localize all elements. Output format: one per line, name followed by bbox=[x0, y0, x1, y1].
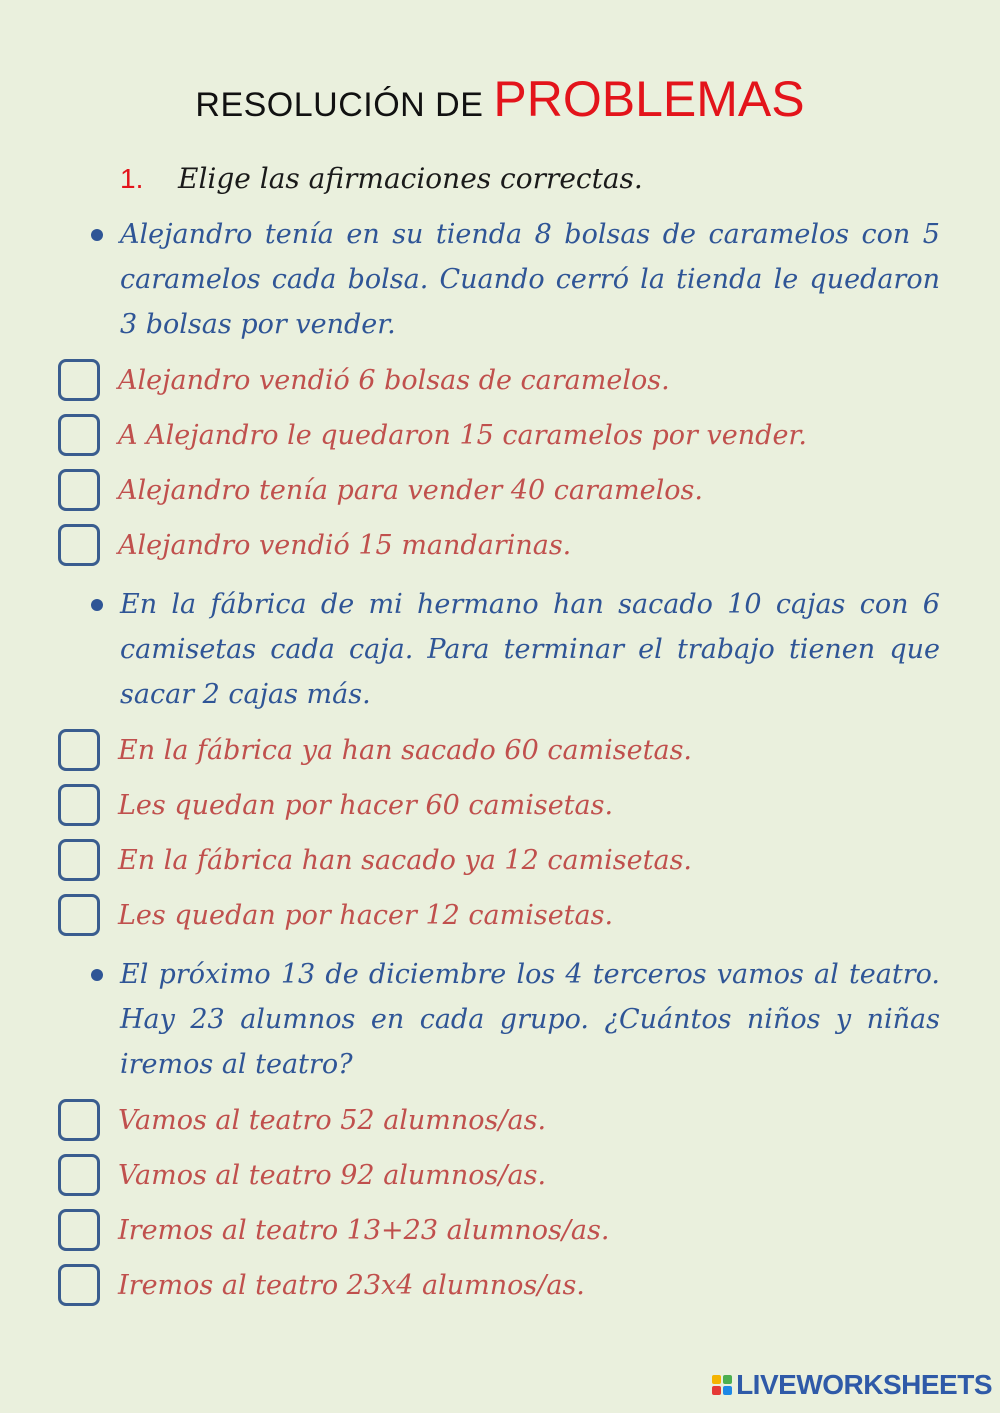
option-row bbox=[58, 726, 692, 774]
bullet-icon bbox=[91, 229, 103, 241]
option-text: Alejandro tenía para vender 40 caramelos. bbox=[118, 474, 703, 506]
title-accent: PROBLEMAS bbox=[493, 71, 805, 127]
option-row bbox=[58, 1096, 546, 1144]
logo-square-icon bbox=[723, 1386, 732, 1395]
answer-checkbox[interactable] bbox=[58, 359, 100, 401]
answer-checkbox[interactable] bbox=[58, 1154, 100, 1196]
option-text: Les quedan por hacer 12 camisetas. bbox=[118, 899, 614, 931]
option-text: Alejandro vendió 15 mandarinas. bbox=[118, 529, 572, 561]
problem-statement: El próximo 13 de diciembre los 4 terceros vamos al teatro. Hay 23 alumnos en cada grupo. ¿Cuántos niños y niñas iremos al teatro? bbox=[120, 959, 940, 1080]
option-text: A Alejandro le quedaron 15 caramelos por vender. bbox=[118, 419, 807, 451]
option-row bbox=[58, 356, 670, 404]
option-text: Les quedan por hacer 60 camisetas. bbox=[118, 789, 614, 821]
answer-checkbox[interactable] bbox=[58, 469, 100, 511]
answer-checkbox[interactable] bbox=[58, 839, 100, 881]
answer-checkbox[interactable] bbox=[58, 729, 100, 771]
option-row bbox=[58, 891, 613, 939]
page-title bbox=[0, 70, 1000, 128]
option-row bbox=[58, 411, 807, 459]
instruction bbox=[120, 162, 643, 195]
option-text: Vamos al teatro 92 alumnos/as. bbox=[118, 1159, 547, 1191]
problem-statement: En la fábrica de mi hermano han sacado 10 cajas con 6 camisetas cada caja. Para terminar el trabajo tienen que sacar 2 cajas más. bbox=[120, 589, 940, 710]
logo-square-icon bbox=[712, 1386, 721, 1395]
logo-square-icon bbox=[723, 1375, 732, 1384]
bullet-icon bbox=[91, 599, 103, 611]
option-text: En la fábrica han sacado ya 12 camisetas. bbox=[118, 844, 693, 876]
option-row bbox=[58, 836, 692, 884]
option-text: Vamos al teatro 52 alumnos/as. bbox=[118, 1104, 547, 1136]
option-row bbox=[58, 1261, 585, 1309]
option-text: Alejandro vendió 6 bolsas de caramelos. bbox=[118, 364, 670, 396]
option-row bbox=[58, 1151, 546, 1199]
option-text: En la fábrica ya han sacado 60 camisetas. bbox=[118, 734, 693, 766]
bullet-icon bbox=[91, 969, 103, 981]
answer-checkbox[interactable] bbox=[58, 1099, 100, 1141]
title-prefix: RESOLUCIÓN DE bbox=[195, 86, 484, 124]
option-row bbox=[58, 781, 613, 829]
answer-checkbox[interactable] bbox=[58, 784, 100, 826]
option-row bbox=[58, 466, 703, 514]
answer-checkbox[interactable] bbox=[58, 894, 100, 936]
problem-statement: Alejandro tenía en su tienda 8 bolsas de caramelos con 5 caramelos cada bolsa. Cuando cerró la tienda le quedaron 3 bolsas por vender. bbox=[120, 219, 940, 340]
brand-name: LIVEWORKSHEETS bbox=[736, 1369, 992, 1400]
footer-logo bbox=[712, 1369, 992, 1401]
answer-checkbox[interactable] bbox=[58, 1264, 100, 1306]
option-row bbox=[58, 521, 571, 569]
option-row bbox=[58, 1206, 609, 1254]
answer-checkbox[interactable] bbox=[58, 524, 100, 566]
option-text: Iremos al teatro 13+23 alumnos/as. bbox=[118, 1214, 610, 1246]
option-text: Iremos al teatro 23x4 alumnos/as. bbox=[118, 1269, 585, 1301]
instruction-number: 1. bbox=[120, 163, 144, 194]
logo-square-icon bbox=[712, 1375, 721, 1384]
liveworksheets-logo-icon bbox=[712, 1375, 732, 1395]
answer-checkbox[interactable] bbox=[58, 1209, 100, 1251]
answer-checkbox[interactable] bbox=[58, 414, 100, 456]
instruction-text: Elige las afirmaciones correctas. bbox=[178, 162, 643, 195]
